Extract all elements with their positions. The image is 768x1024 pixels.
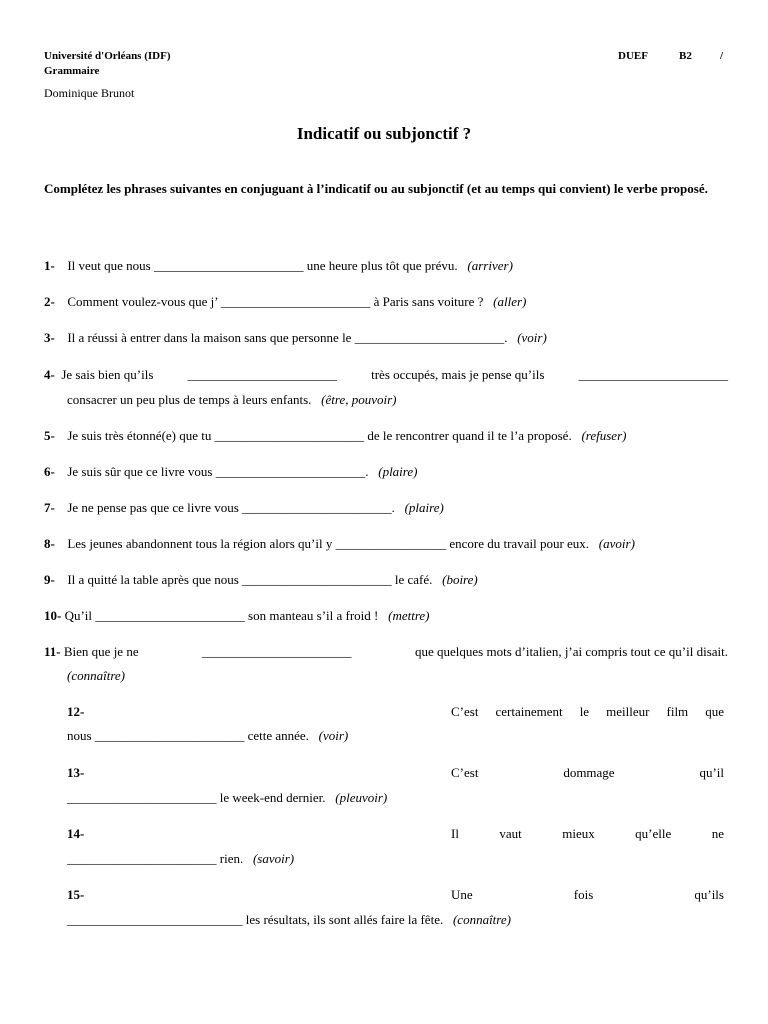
answer-blank[interactable]: _______________________ [67, 851, 217, 866]
page-title: Indicatif ou subjonctif ? [296, 124, 472, 143]
exercise-item-12-words [451, 704, 724, 720]
item-number-12: 12- [67, 704, 85, 719]
answer-blank[interactable]: _______________________ [214, 428, 365, 443]
verb-hint: (être, pouvoir) [321, 392, 397, 407]
item-word: qu’il [699, 765, 724, 780]
item-text: les résultats, ils sont allés faire la fête. [245, 912, 444, 927]
answer-blank[interactable]: _______________________ [242, 500, 392, 515]
item-text: rien. [219, 851, 244, 866]
answer-blank[interactable]: _______________________ [67, 790, 217, 805]
item-number-13: 13- [67, 765, 85, 780]
item-word: Il [451, 826, 459, 841]
item-text: Je sais bien qu’ils [61, 367, 154, 382]
exercise-item-5 [44, 428, 728, 444]
exercise-item-11-cont [67, 668, 125, 684]
item-number: 5- [44, 428, 55, 443]
university-name: Université d'Orléans (IDF) [44, 50, 171, 62]
exercise-item-13-words [451, 765, 724, 781]
answer-blank[interactable]: _______________________ [202, 644, 352, 659]
item-word: film [666, 704, 689, 719]
exercise-item-9 [44, 572, 728, 588]
verb-hint: (arriver) [467, 258, 513, 273]
exercise-item-13-cont [67, 790, 387, 806]
exercise-item-2 [44, 294, 728, 310]
subject-name: Grammaire [44, 65, 100, 77]
item-word: meilleur [606, 704, 650, 719]
item-text: très occupés, mais je pense qu’ils [371, 367, 545, 382]
answer-blank[interactable]: _______________________ [187, 367, 338, 382]
exercise-item-14-cont [67, 851, 294, 867]
author-name: Dominique Brunot [44, 86, 135, 100]
item-word: fois [573, 887, 594, 902]
verb-hint: (voir) [318, 728, 349, 743]
item-word: Une [451, 887, 473, 902]
item-number-15: 15- [67, 887, 85, 902]
exercise-item-11 [44, 644, 728, 660]
item-text: Je suis sûr que ce livre vous [67, 464, 213, 479]
item-number: 1- [44, 258, 55, 273]
item-word: dommage [563, 765, 615, 780]
item-text: de le rencontrer quand il te l’a proposé. [367, 428, 572, 443]
item-word: ne [711, 826, 724, 841]
verb-hint: (plaire) [404, 500, 444, 515]
verb-hint: (boire) [442, 572, 478, 587]
item-text: . [504, 330, 508, 345]
item-number: 7- [44, 500, 55, 515]
verb-hint: (aller) [493, 294, 527, 309]
item-word: qu’elle [635, 826, 672, 841]
item-text: une heure plus tôt que prévu. [306, 258, 458, 273]
answer-blank[interactable]: _______________________ [94, 728, 245, 743]
item-text: Il a quitté la table après que nous [67, 572, 239, 587]
item-text: Qu’il [64, 608, 93, 623]
item-text: nous [67, 728, 92, 743]
item-text: Bien que je ne [63, 644, 139, 659]
item-number: 3- [44, 330, 55, 345]
verb-hint: (voir) [517, 330, 547, 345]
exercise-item-15-words [451, 887, 724, 903]
answer-blank[interactable]: _______________________ [242, 572, 392, 587]
item-text: encore du travail pour eux. [449, 536, 590, 551]
verb-hint: (mettre) [388, 608, 430, 623]
answer-blank[interactable]: _________________ [335, 536, 447, 551]
item-number: 6- [44, 464, 55, 479]
verb-hint: (avoir) [598, 536, 635, 551]
item-word: C’est [451, 765, 479, 780]
exercise-item-15-cont [67, 912, 511, 928]
exercise-item-6 [44, 464, 728, 480]
item-word: le [579, 704, 590, 719]
answer-blank[interactable]: ___________________________ [67, 912, 243, 927]
item-number-14: 14- [67, 826, 85, 841]
item-word: qu’ils [694, 887, 724, 902]
item-text: consacrer un peu plus de temps à leurs enfants. [67, 392, 312, 407]
item-text: Je suis très étonné(e) que tu [67, 428, 212, 443]
answer-blank[interactable]: _______________________ [154, 258, 304, 273]
instructions: Complétez les phrases suivantes en conjuguant à l’indicatif ou au subjonctif (et au temps qui convient) le verbe proposé. [44, 181, 708, 196]
item-text: Il a réussi à entrer dans la maison sans que personne le [67, 330, 352, 345]
item-text: cette année. [247, 728, 309, 743]
level-code: B2 [679, 50, 692, 62]
verb-hint: (connaître) [452, 912, 511, 927]
item-text: le week-end dernier. [219, 790, 326, 805]
answer-blank[interactable]: _______________________ [220, 294, 371, 309]
item-word: certainement [495, 704, 563, 719]
exercise-item-4-cont [67, 392, 396, 408]
verb-hint: (savoir) [252, 851, 295, 866]
exercise-item-3 [44, 330, 728, 346]
item-number: 11- [44, 644, 61, 659]
exercise-item-10 [44, 608, 728, 624]
item-number: 2- [44, 294, 55, 309]
exercise-item-1 [44, 258, 728, 274]
verb-hint: (refuser) [581, 428, 627, 443]
item-text: Les jeunes abandonnent tous la région alors qu’il y [67, 536, 333, 551]
course-code: DUEF [618, 50, 648, 62]
exercise-item-14-words [451, 826, 724, 842]
item-number: 10- [44, 608, 62, 623]
item-word: que [705, 704, 724, 719]
item-text: Il veut que nous [67, 258, 151, 273]
verb-hint: (pleuvoir) [335, 790, 388, 805]
exercise-item-4 [44, 367, 728, 383]
item-text: à Paris sans voiture ? [373, 294, 484, 309]
item-text: . [365, 464, 369, 479]
item-text: Comment voulez-vous que j’ [67, 294, 218, 309]
item-text: que quelques mots d’italien, j’ai compris tout ce qu’il disait. [414, 644, 728, 659]
item-text: . [391, 500, 395, 515]
exercise-item-8 [44, 536, 728, 552]
answer-blank[interactable]: _______________________ [354, 330, 505, 345]
answer-blank[interactable]: _______________________ [578, 367, 728, 382]
item-number: 9- [44, 572, 55, 587]
exercise-item-12-cont [67, 728, 348, 744]
verb-hint: (plaire) [378, 464, 418, 479]
item-text: son manteau s’il a froid ! [248, 608, 379, 623]
item-number: 8- [44, 536, 55, 551]
answer-blank[interactable]: _______________________ [95, 608, 245, 623]
item-text: le café. [394, 572, 433, 587]
item-word: vaut [499, 826, 522, 841]
answer-blank[interactable]: _______________________ [215, 464, 366, 479]
header-slash: / [720, 50, 724, 62]
verb-hint: (connaître) [67, 668, 125, 683]
item-word: C’est [451, 704, 479, 719]
item-number: 4- [44, 367, 55, 382]
item-word: mieux [562, 826, 595, 841]
exercise-item-7 [44, 500, 728, 516]
item-text: Je ne pense pas que ce livre vous [67, 500, 239, 515]
